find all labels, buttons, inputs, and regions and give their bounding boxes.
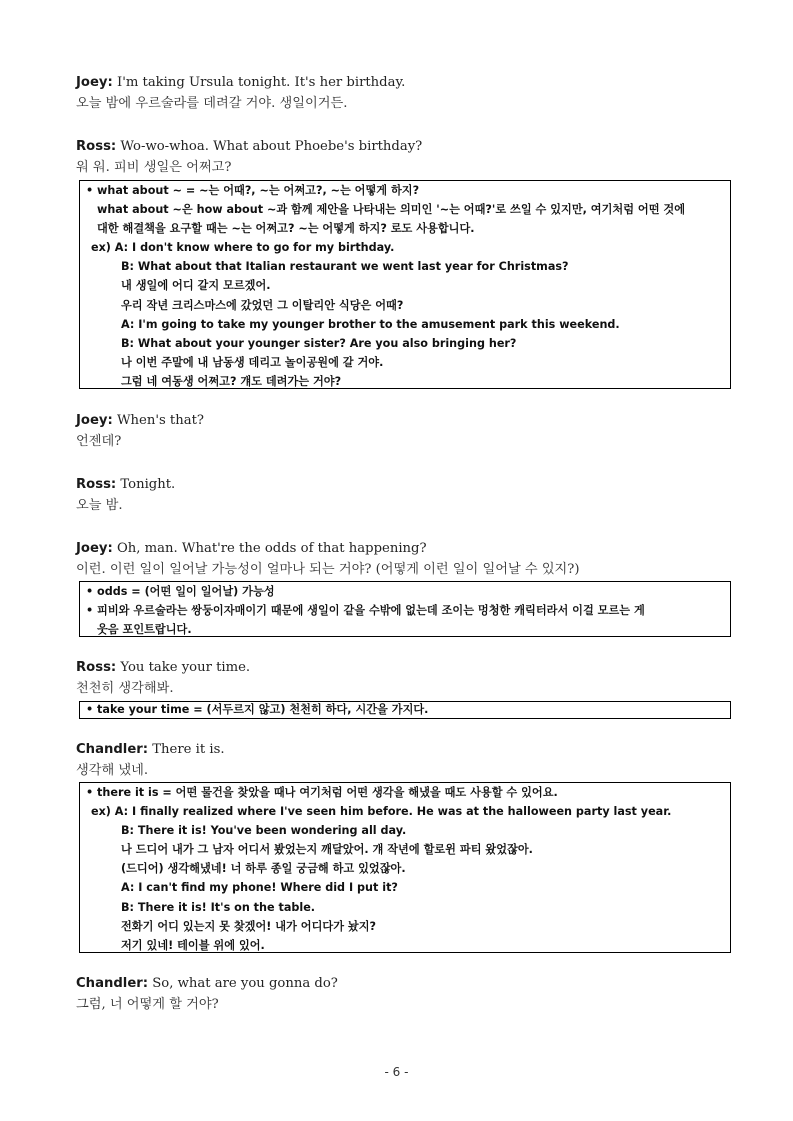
- speaker-name: Ross:: [76, 139, 117, 154]
- english-line: There it is.: [152, 742, 225, 757]
- note-line: • 피비와 우르술라는 쌍둥이자매이기 때문에 생일이 같을 수밖에 없는데 조이는 멍청한 캐릭터라서 이걸 모르는 게: [86, 604, 645, 618]
- note-box-odds: [79, 581, 731, 637]
- note-box-take-time: [79, 701, 731, 719]
- dialogue-line-en: [76, 974, 338, 994]
- dialogue-line-en: [76, 658, 250, 678]
- english-line: Oh, man. What're the odds of that happening?: [116, 541, 427, 556]
- english-line: When's that?: [116, 413, 204, 428]
- korean-translation: 언젠데?: [76, 434, 122, 449]
- korean-translation: 워 워. 피비 생일은 어쩌고?: [76, 160, 232, 175]
- speaker-name: Ross:: [76, 660, 117, 675]
- korean-translation: 천천히 생각해봐.: [76, 681, 174, 696]
- note-line: 그럼 네 여동생 어쩌고? 걔도 데려가는 거야?: [121, 374, 342, 388]
- page-number: - 6 -: [384, 1065, 409, 1079]
- korean-translation: 오늘 밤에 우르술라를 데려갈 거야. 생일이거든.: [76, 96, 348, 111]
- note-line: 대한 해결책을 요구할 때는 ~는 어쩌고? ~는 어떻게 하지? 로도 사용합니다.: [97, 222, 475, 236]
- note-line: 나 이번 주말에 내 남동생 데리고 놀이공원에 갈 거야.: [121, 355, 384, 369]
- note-line: (드디어) 생각해냈네! 너 하루 종일 궁금해 하고 있었잖아.: [121, 862, 406, 876]
- note-line: 웃음 포인트랍니다.: [97, 623, 192, 637]
- speaker-name: Chandler:: [76, 742, 149, 757]
- note-line: • odds = (어떤 일이 일어날) 가능성: [86, 585, 275, 598]
- dialogue-line-en: [76, 475, 175, 495]
- korean-translation: 오늘 밤.: [76, 498, 123, 513]
- korean-translation: 그럼, 너 어떻게 할 거야?: [76, 997, 219, 1012]
- english-line: You take your time.: [120, 660, 251, 675]
- speaker-name: Joey:: [76, 413, 113, 428]
- speaker-name: Joey:: [76, 75, 113, 90]
- english-line: Tonight.: [120, 477, 176, 492]
- dialogue-line-en: [76, 73, 405, 93]
- note-line: 우리 작년 크리스마스에 갔었던 그 이탈리안 식당은 어때?: [121, 298, 404, 312]
- note-line: 내 생일에 어디 갈지 모르겠어.: [121, 279, 271, 293]
- dialogue-line-en: [76, 740, 225, 760]
- speaker-name: Ross:: [76, 477, 117, 492]
- note-line: 저기 있네! 테이블 위에 있어.: [121, 938, 265, 952]
- note-line: B: There it is! You've been wondering all day.: [121, 824, 407, 838]
- note-line: • there it is = 어떤 물건을 찾았을 때나 여기처럼 어떤 생각을 해냈을 때도 사용할 수 있어요.: [86, 786, 558, 799]
- note-box-what-about: [79, 180, 731, 389]
- note-box-there-it-is: [79, 782, 731, 953]
- note-line: 전화기 어디 있는지 못 찾겠어! 내가 어디다가 놨지?: [121, 919, 376, 933]
- english-line: I'm taking Ursula tonight. It's her birthday.: [116, 75, 406, 90]
- korean-translation: 이런. 이런 일이 일어날 가능성이 얼마나 되는 거야? (어떻게 이런 일이 일어날 수 있지?): [76, 562, 580, 577]
- note-line: • what about ~ = ~는 어때?, ~는 어쩌고?, ~는 어떻게 하지?: [86, 184, 420, 197]
- korean-translation: 생각해 냈네.: [76, 763, 149, 778]
- note-line: what about ~은 how about ~과 함께 제안을 나타내는 의미인 '~는 어때?'로 쓰일 수 있지만, 여기처럼 어떤 것에: [97, 203, 686, 217]
- note-line: A: I can't find my phone! Where did I put it?: [121, 881, 398, 895]
- dialogue-line-en: [76, 411, 204, 431]
- note-line: B: What about that Italian restaurant we went last year for Christmas?: [121, 260, 569, 274]
- note-line: • take your time = (서두르지 않고) 천천히 하다, 시간을 가지다.: [86, 703, 429, 716]
- note-line: B: What about your younger sister? Are you also bringing her?: [121, 336, 517, 350]
- dialogue-line-en: [76, 539, 427, 559]
- english-line: Wo-wo-whoa. What about Phoebe's birthday?: [120, 139, 423, 154]
- dialogue-line-en: [76, 137, 422, 157]
- note-line: ex) A: I finally realized where I've seen him before. He was at the halloween party last year.: [91, 805, 672, 819]
- note-line: ex) A: I don't know where to go for my birthday.: [91, 241, 395, 255]
- english-line: So, what are you gonna do?: [152, 976, 338, 991]
- speaker-name: Joey:: [76, 541, 113, 556]
- note-line: A: I'm going to take my younger brother to the amusement park this weekend.: [121, 317, 620, 331]
- note-line: 나 드디어 내가 그 남자 어디서 봤었는지 깨달았어. 걔 작년에 할로윈 파티 왔었잖아.: [121, 843, 533, 857]
- note-line: B: There it is! It's on the table.: [121, 900, 316, 914]
- speaker-name: Chandler:: [76, 976, 149, 991]
